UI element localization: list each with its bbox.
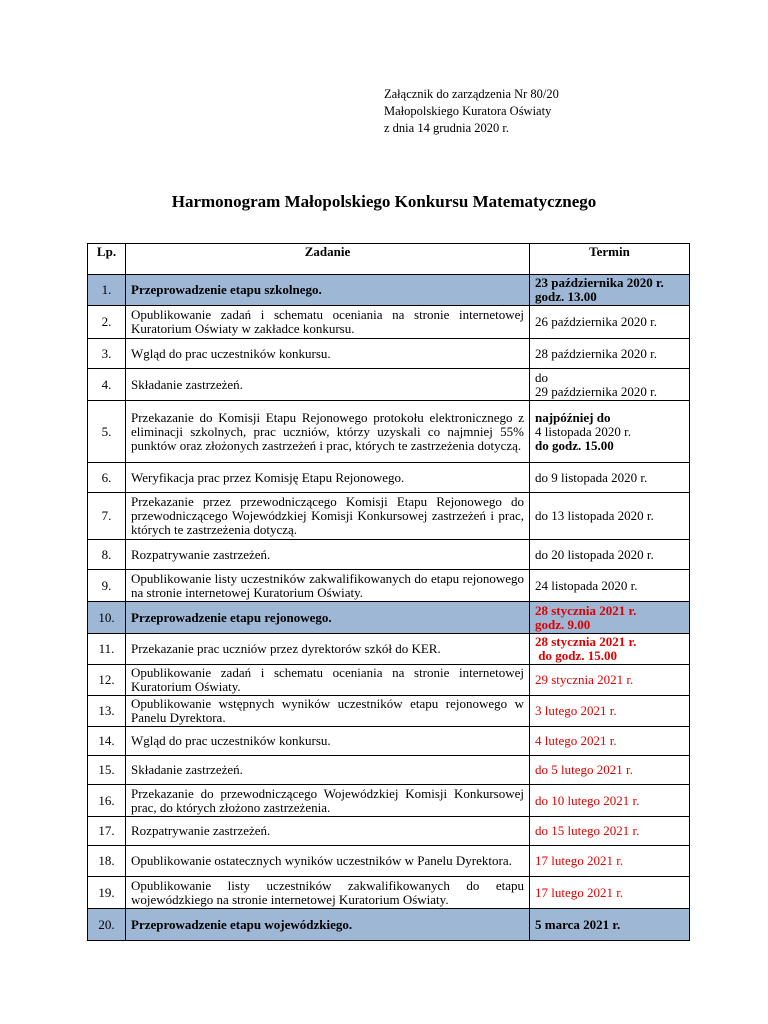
term-line: do 10 lutego 2021 r.	[535, 792, 640, 808]
row-number: 14.	[88, 727, 126, 756]
task-cell: Rozpatrywanie zastrzeżeń.	[126, 817, 530, 846]
row-number: 9.	[88, 570, 126, 602]
term-line: do 20 listopada 2020 r.	[535, 546, 654, 562]
table-row	[88, 696, 690, 727]
table-row	[88, 877, 690, 909]
row-number: 6.	[88, 463, 126, 493]
term-cell	[530, 275, 690, 306]
header-lp: Lp.	[88, 244, 126, 275]
term-line: do 13 listopada 2020 r.	[535, 508, 654, 523]
term-cell	[530, 785, 690, 817]
table-row	[88, 727, 690, 756]
term-line: do godz. 15.00	[535, 437, 614, 453]
row-number: 4.	[88, 369, 126, 401]
term-line: do	[535, 369, 548, 385]
term-cell	[530, 369, 690, 401]
row-number: 7.	[88, 493, 126, 540]
table-row	[88, 756, 690, 785]
term-line: 26 października 2020 r.	[535, 314, 658, 329]
table-row	[88, 665, 690, 696]
term-line: 4 listopada 2020 r.	[535, 423, 632, 439]
term-cell	[530, 756, 690, 785]
term-cell	[530, 634, 690, 665]
row-number: 12.	[88, 665, 126, 696]
term-line: 29 stycznia 2021 r.	[535, 672, 634, 687]
row-number: 19.	[88, 877, 126, 909]
task-cell: Opublikowanie zadań i schematu oceniania na stronie internetowej Kuratorium Oświaty.	[126, 665, 530, 696]
task-cell: Przekazanie do przewodniczącego Wojewódzkiej Komisji Konkursowej prac, do których złożono zastrzeżenia.	[126, 785, 530, 817]
term-line: 5 marca 2021 r.	[535, 916, 621, 932]
term-line: 24 listopada 2020 r.	[535, 577, 638, 593]
task-cell: Opublikowanie wstępnych wyników uczestników etapu rejonowego w Panelu Dyrektora.	[126, 696, 530, 727]
term-cell	[530, 463, 690, 493]
attachment-note	[384, 86, 559, 137]
term-line: 17 lutego 2021 r.	[535, 853, 624, 868]
table-row	[88, 570, 690, 602]
term-cell	[530, 570, 690, 602]
row-number: 17.	[88, 817, 126, 846]
table-row	[88, 306, 690, 339]
row-number: 8.	[88, 540, 126, 570]
term-cell	[530, 696, 690, 727]
task-cell: Przeprowadzenie etapu szkolnego.	[126, 275, 530, 306]
term-line: do 5 lutego 2021 r.	[535, 762, 633, 777]
attachment-note-line-3: z dnia 14 grudnia 2020 r.	[384, 121, 509, 135]
task-cell: Weryfikacja prac przez Komisję Etapu Rejonowego.	[126, 463, 530, 493]
task-cell: Rozpatrywanie zastrzeżeń.	[126, 540, 530, 570]
term-cell	[530, 909, 690, 941]
term-cell	[530, 665, 690, 696]
task-cell: Opublikowanie zadań i schematu oceniania na stronie internetowej Kuratorium Oświaty w zakładce konkursu.	[126, 306, 530, 339]
row-number: 3.	[88, 339, 126, 369]
task-cell: Wgląd do prac uczestników konkursu.	[126, 339, 530, 369]
task-cell: Opublikowanie listy uczestników zakwalifikowanych do etapu rejonowego na stronie internetowej Kuratorium Oświaty.	[126, 570, 530, 602]
row-number: 11.	[88, 634, 126, 665]
term-cell	[530, 401, 690, 463]
attachment-note-line-2: Małopolskiego Kuratora Oświaty	[384, 104, 552, 118]
row-number: 13.	[88, 696, 126, 727]
row-number: 18.	[88, 846, 126, 877]
row-number: 15.	[88, 756, 126, 785]
task-cell: Przekazanie prac uczniów przez dyrektorów szkół do KER.	[126, 634, 530, 665]
term-line: do godz. 15.00	[535, 648, 617, 663]
term-line: 29 października 2020 r.	[535, 383, 658, 399]
stage-row	[88, 602, 690, 634]
table-row	[88, 785, 690, 817]
table-row	[88, 369, 690, 401]
stage-row	[88, 275, 690, 306]
row-number: 20.	[88, 909, 126, 941]
row-number: 1.	[88, 275, 126, 306]
table-row	[88, 846, 690, 877]
task-cell: Przekazanie przez przewodniczącego Komisji Etapu Rejonowego do przewodniczącego Wojewódzkiej Komisji Konkursowej zastrzeżeń i prac, których te zastrzeżenia dotyczą.	[126, 493, 530, 540]
term-cell	[530, 339, 690, 369]
task-cell: Składanie zastrzeżeń.	[126, 756, 530, 785]
term-cell	[530, 727, 690, 756]
term-line: 28 października 2020 r.	[535, 345, 658, 361]
table-row	[88, 493, 690, 540]
term-cell	[530, 602, 690, 634]
term-cell	[530, 817, 690, 846]
term-line: 23 października 2020 r.	[535, 275, 664, 290]
term-line: 28 stycznia 2021 r.	[535, 634, 637, 649]
header-task: Zadanie	[126, 244, 530, 275]
term-line: do 9 listopada 2020 r.	[535, 469, 648, 485]
term-line: do 15 lutego 2021 r.	[535, 823, 640, 838]
task-cell: Składanie zastrzeżeń.	[126, 369, 530, 401]
table-row	[88, 339, 690, 369]
task-cell: Wgląd do prac uczestników konkursu.	[126, 727, 530, 756]
term-cell	[530, 846, 690, 877]
term-line: godz. 9.00	[535, 616, 591, 632]
header-term: Termin	[530, 244, 690, 275]
schedule-table	[87, 243, 690, 941]
schedule-body	[88, 275, 690, 941]
row-number: 16.	[88, 785, 126, 817]
table-row	[88, 817, 690, 846]
task-cell: Opublikowanie ostatecznych wyników uczestników w Panelu Dyrektora.	[126, 846, 530, 877]
table-row	[88, 463, 690, 493]
term-cell	[530, 540, 690, 570]
table-row	[88, 634, 690, 665]
term-line: 28 stycznia 2021 r.	[535, 602, 637, 618]
term-cell	[530, 877, 690, 909]
term-line: 3 lutego 2021 r.	[535, 703, 617, 718]
task-cell: Przeprowadzenie etapu wojewódzkiego.	[126, 909, 530, 941]
table-row	[88, 540, 690, 570]
row-number: 2.	[88, 306, 126, 339]
attachment-note-line-1: Załącznik do zarządzenia Nr 80/20	[384, 87, 559, 101]
term-line: 4 lutego 2021 r.	[535, 733, 617, 748]
table-row	[88, 401, 690, 463]
term-line: godz. 13.00	[535, 289, 597, 304]
row-number: 10.	[88, 602, 126, 634]
table-header-row	[88, 244, 690, 275]
task-cell: Opublikowanie listy uczestników zakwalifikowanych do etapu wojewódzkiego na stronie internetowej Kuratorium Oświaty.	[126, 877, 530, 909]
task-cell: Przekazanie do Komisji Etapu Rejonowego protokołu elektronicznego z eliminacji szkolnych, prac uczniów, którzy uzyskali co najmniej 55% punktów oraz złożonych zastrzeżeń i prac, których te zastrzeżenia dotyczą.	[126, 401, 530, 463]
term-cell	[530, 306, 690, 339]
term-line: najpóźniej do	[535, 409, 611, 425]
stage-row	[88, 909, 690, 941]
term-cell	[530, 493, 690, 540]
task-cell: Przeprowadzenie etapu rejonowego.	[126, 602, 530, 634]
row-number: 5.	[88, 401, 126, 463]
term-line: 17 lutego 2021 r.	[535, 884, 624, 900]
document-title: Harmonogram Małopolskiego Konkursu Matematycznego	[171, 192, 597, 211]
